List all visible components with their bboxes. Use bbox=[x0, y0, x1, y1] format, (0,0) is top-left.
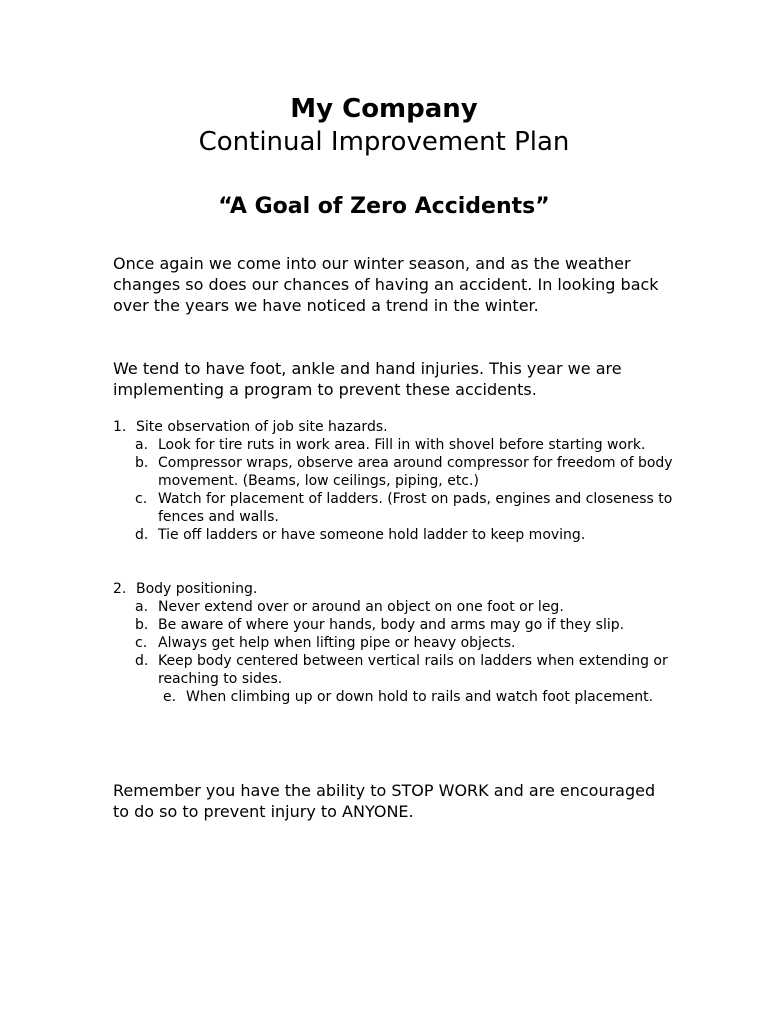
list-heading bbox=[113, 580, 673, 598]
closing-paragraph: Remember you have the ability to STOP WORK and are encouraged to do so to prevent injury to ANYONE. bbox=[113, 781, 656, 821]
list-item bbox=[113, 634, 673, 652]
list-item-letter: c. bbox=[135, 491, 148, 507]
list-item-text: Always get help when lifting pipe or heavy objects. bbox=[158, 635, 516, 651]
list-heading-text: Site observation of job site hazards. bbox=[136, 419, 388, 435]
list-heading bbox=[113, 418, 673, 436]
goal-heading: “A Goal of Zero Accidents” bbox=[218, 194, 550, 219]
list-item-text: Never extend over or around an object on one foot or leg. bbox=[158, 599, 564, 615]
list-item bbox=[113, 616, 673, 634]
list-heading-text: Body positioning. bbox=[136, 581, 258, 597]
list-item bbox=[113, 688, 673, 706]
list-item-text: Tie off ladders or have someone hold ladder to keep moving. bbox=[158, 527, 586, 543]
list-number: 1. bbox=[113, 419, 127, 435]
list-item-text: Look for tire ruts in work area. Fill in with shovel before starting work. bbox=[158, 437, 646, 453]
list-item-text: Watch for placement of ladders. (Frost on pads, engines and closeness to fences and walls. bbox=[158, 491, 673, 525]
list-item-text: When climbing up or down hold to rails and watch foot placement. bbox=[186, 689, 654, 705]
list-item bbox=[113, 526, 673, 544]
list-item bbox=[113, 490, 673, 526]
site-observation-list bbox=[113, 418, 673, 544]
list-item-letter: b. bbox=[135, 455, 149, 471]
list-item-letter: e. bbox=[163, 689, 177, 705]
list-item-letter: a. bbox=[135, 599, 149, 615]
list-item bbox=[113, 652, 673, 688]
list-item bbox=[113, 454, 673, 490]
list-item bbox=[113, 436, 673, 454]
list-item-letter: c. bbox=[135, 635, 148, 651]
list-number: 2. bbox=[113, 581, 127, 597]
intro-paragraph-2: We tend to have foot, ankle and hand injuries. This year we are implementing a program to prevent these accidents. bbox=[113, 359, 622, 399]
list-item-text: Be aware of where your hands, body and arms may go if they slip. bbox=[158, 617, 625, 633]
list-item-letter: d. bbox=[135, 527, 149, 543]
list-item-text: Keep body centered between vertical rails on ladders when extending or reaching to sides. bbox=[158, 653, 668, 687]
list-item-text: Compressor wraps, observe area around compressor for freedom of body movement. (Beams, low ceilings, piping, etc.) bbox=[158, 455, 673, 489]
intro-paragraph-1: Once again we come into our winter season, and as the weather changes so does our chances of having an accident. In looking back over the years we have noticed a trend in the winter. bbox=[113, 254, 659, 315]
list-item-letter: b. bbox=[135, 617, 149, 633]
list-item-letter: a. bbox=[135, 437, 149, 453]
list-item bbox=[113, 598, 673, 616]
body-positioning-list bbox=[113, 580, 673, 706]
list-item-letter: d. bbox=[135, 653, 149, 669]
plan-title: Continual Improvement Plan bbox=[198, 127, 570, 157]
company-title: My Company bbox=[290, 94, 478, 124]
